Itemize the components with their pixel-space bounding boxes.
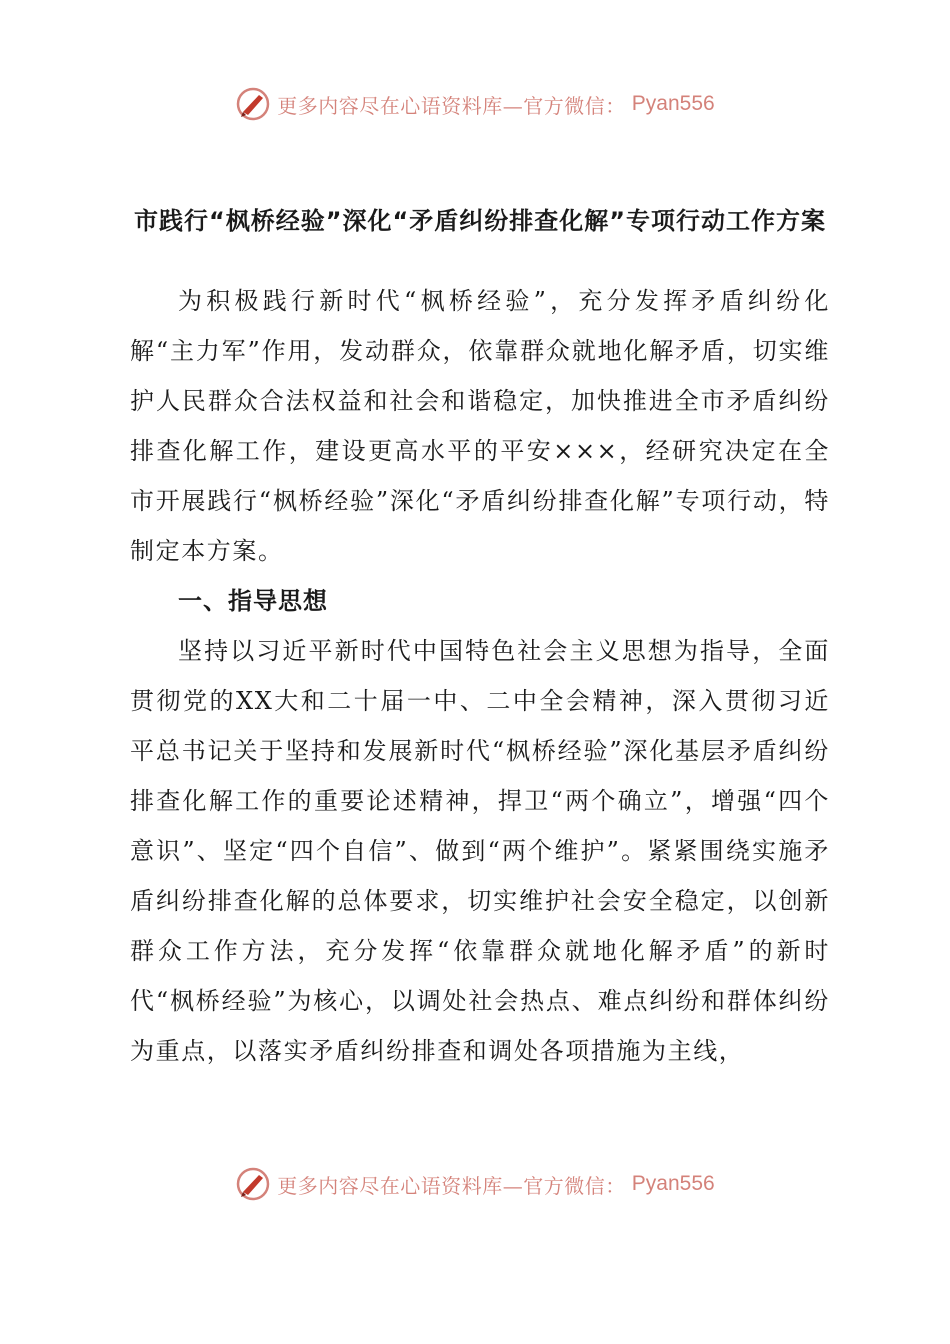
watermark-footer: [0, 1164, 950, 1204]
watermark-header: [0, 84, 950, 124]
section-heading-guiding-ideology: 一、指导思想: [178, 587, 328, 615]
watermark-brand: Pyan556: [631, 92, 715, 115]
watermark-text: 更多内容尽在心语资料库—官方微信：: [277, 1173, 626, 1198]
section-body-guiding-ideology: 坚持以习近平新时代中国特色社会主义思想为指导，全面贯彻党的XX大和二十届一中、二中全会精神，深入贯彻习近平总书记关于坚持和发展新时代“枫桥经验”深化基层矛盾纠纷排查化解工作的重要论述精神，捍卫“两个确立”，增强“四个意识”、坚定“四个自信”、做到“两个维护”。紧紧围绕实施矛盾纠纷排查化解的总体要求，切实维护社会安全稳定，以创新群众工作方法，充分发挥“依靠群众就地化解矛盾”的新时代“枫桥经验”为核心，以调处社会热点、难点纠纷和群体纠纷为重点，以落实矛盾纠纷排查和调处各项措施为主线，: [130, 637, 830, 1065]
watermark-brand: Pyan556: [631, 1172, 715, 1195]
intro-paragraph: 为积极践行新时代“枫桥经验”，充分发挥矛盾纠纷化解“主力军”作用，发动群众，依靠群众就地化解矛盾，切实维护人民群众合法权益和社会和谐稳定，加快推进全市矛盾纠纷排查化解工作，建设更高水平的平安×××，经研究决定在全市开展践行“枫桥经验”深化“矛盾纠纷排查化解”专项行动，特制定本方案。: [130, 287, 830, 565]
pen-logo-icon: [235, 1166, 271, 1202]
watermark-text: 更多内容尽在心语资料库—官方微信：: [277, 93, 626, 118]
document-body: [130, 196, 830, 1076]
pen-logo-icon: [235, 86, 271, 122]
document-title: 市践行“枫桥经验”深化“矛盾纠纷排查化解”专项行动工作方案: [133, 207, 827, 235]
